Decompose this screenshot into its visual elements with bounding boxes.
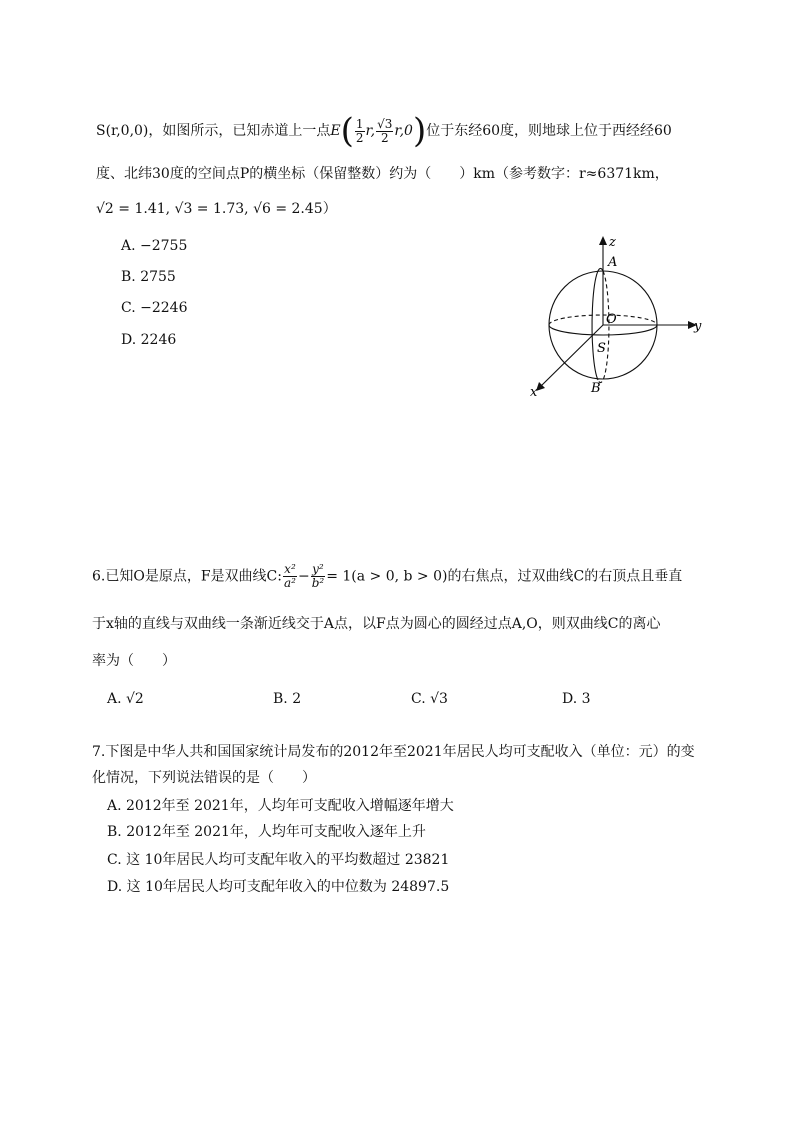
q6-option-c: C. √3: [411, 691, 448, 707]
q6-frac-x-num: x²: [284, 562, 296, 576]
q5-option-b: B. 2755: [121, 269, 176, 285]
q7-option-c: C. 这 10年居民人均可支配年收入的平均数超过 23821: [107, 852, 450, 868]
q5-line1-prefix: S(r,0,0)，如图所示，已知赤道上一点: [96, 123, 331, 139]
z-axis-arrow-icon: [599, 236, 607, 245]
label-o: O: [606, 312, 617, 327]
label-y: y: [694, 319, 702, 334]
q6-line1-prefix: 6.已知O是原点，F是双曲线C:: [92, 568, 282, 585]
q5-option-c: C. −2246: [121, 300, 188, 316]
q6-option-d: D. 3: [562, 691, 591, 707]
q6-frac-y-den: b²: [311, 576, 325, 590]
q6-minus: −: [297, 568, 310, 585]
q6-frac-y: [311, 563, 326, 590]
q5-line3: √2 = 1.41, √3 = 1.73, √6 = 2.45）: [96, 201, 337, 217]
meridian-front: [592, 268, 603, 380]
q5-frac1-num: 1: [355, 116, 364, 131]
q6-option-a: A. √2: [107, 691, 144, 707]
q5-line1-suffix: 位于东经60度，则地球上位于西经经60: [426, 123, 672, 139]
q5-frac1-den: 2: [355, 130, 364, 145]
label-x: x: [530, 385, 538, 400]
q7-option-a: A. 2012年至 2021年，人均年可支配收入增幅逐年增大: [107, 798, 454, 814]
q6-line1: [92, 563, 682, 590]
q6-option-b: B. 2: [273, 691, 302, 707]
q5-r2: r,0: [394, 123, 413, 139]
q7-line1: 7.下图是中华人共和国国家统计局发布的2012年至2021年居民人均可支配收入（单位：元）的变: [92, 744, 695, 760]
q5-frac-1: [355, 118, 365, 145]
q6-line2: 于x轴的直线与双曲线一条渐近线交于A点，以F点为圆心的圆经过点A,O，则双曲线C的离心: [92, 616, 661, 632]
q6-line3: 率为（ ）: [92, 653, 176, 669]
q5-line1: [96, 111, 672, 151]
q7-option-d: D. 这 10年居民人均可支配年收入的中位数为 24897.5: [107, 879, 450, 895]
label-s: S: [597, 341, 606, 356]
q6-line1-suffix: = 1(a > 0, b > 0)的右焦点，过双曲线C的右顶点且垂直: [326, 568, 683, 585]
q5-option-d: D. 2246: [121, 332, 177, 348]
right-paren-icon: ): [412, 111, 427, 151]
q5-point-e-label: E: [330, 123, 341, 139]
q5-line2: 度、北纬30度的空间点P的横坐标（保留整数）约为（ ）km（参考数字：r≈6371km，: [96, 166, 669, 182]
q5-option-a: A. −2755: [121, 238, 188, 254]
q7-option-b: B. 2012年至 2021年，人均年可支配收入逐年上升: [107, 824, 426, 840]
q5-r1: r,: [365, 123, 376, 139]
q6-frac-y-num: y²: [312, 562, 324, 576]
q6-frac-x: [283, 563, 297, 590]
label-a: A: [608, 255, 618, 270]
q5-frac-2: [376, 118, 393, 145]
q6-frac-x-den: a²: [283, 576, 296, 590]
left-paren-icon: (: [340, 111, 354, 151]
label-z: z: [609, 235, 616, 250]
q7-line2: 化情况，下列说法错误的是（ ）: [92, 770, 316, 786]
sphere-diagram: [525, 230, 715, 400]
q5-frac2-num: √3: [377, 116, 393, 131]
q5-frac2-den: 2: [380, 130, 389, 145]
label-b: B: [591, 381, 601, 396]
equator-front: [549, 325, 657, 335]
